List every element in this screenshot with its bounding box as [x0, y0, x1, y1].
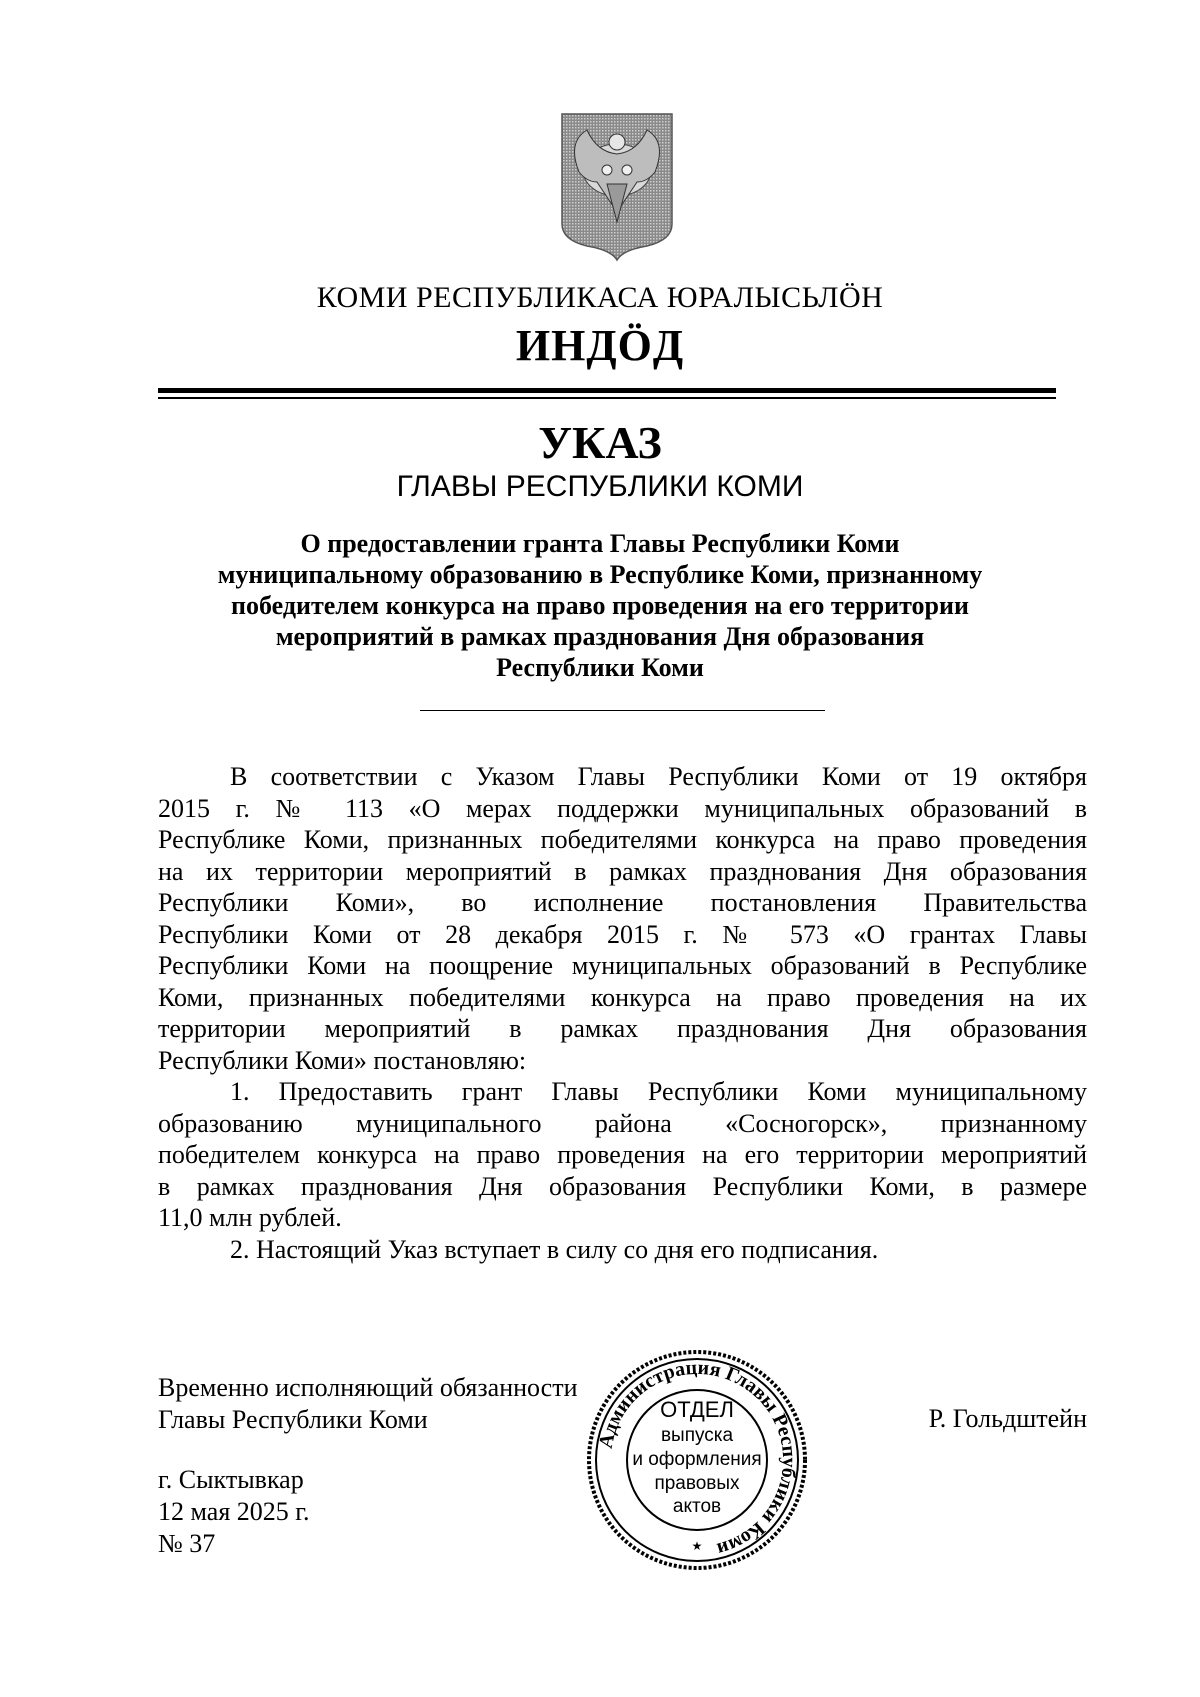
body-line: Коми, признанных победителями конкурса на право проведения на их	[158, 982, 1087, 1012]
decree-title: УКАЗ	[538, 417, 662, 468]
decree-subject	[0, 528, 1200, 683]
body-line: территории мероприятий в рамках празднования Дня образования	[158, 1014, 1087, 1043]
stamp-line: ОТДЕЛ	[660, 1397, 734, 1422]
stamp-ring-text: Администрация Главы Республики Коми	[594, 1356, 801, 1561]
body-line: на их территории мероприятий в рамках празднования Дня образования	[158, 856, 1087, 886]
stamp-line: правовых	[654, 1473, 740, 1494]
body-line: образованию муниципального района «Сосногорск», признанному	[158, 1108, 1087, 1138]
subject-underline	[420, 710, 825, 711]
decree-place-date-number	[158, 1464, 310, 1560]
issuer-komi-decree-word: ИНДӦД	[515, 321, 685, 370]
body-line: Республики Коми от 28 декабря 2015 г. № 573 «О грантах Главы	[158, 919, 1087, 949]
coat-of-arms-icon	[557, 112, 677, 262]
official-stamp	[582, 1345, 812, 1575]
signatory-name: Р. Гольдштейн	[928, 1404, 1087, 1433]
stamp-line: выпуска	[660, 1425, 734, 1446]
decree-number: № 37	[158, 1529, 216, 1558]
decree-city: г. Сыктывкар	[158, 1465, 304, 1494]
body-line: победителем конкурса на право проведения на его территории мероприятий	[158, 1140, 1087, 1169]
header-divider-thick	[158, 388, 1056, 393]
header-divider-thin	[158, 397, 1056, 399]
subject-line: Республики Коми	[496, 653, 704, 682]
stamp-line: и оформления	[632, 1449, 762, 1470]
body-line: в рамках празднования Дня образования Республики Коми, в размере	[158, 1171, 1087, 1201]
body-line: Республике Коми, признанных победителями конкурса на право проведения	[158, 825, 1087, 854]
body-line: 1. Предоставить грант Главы Республики Коми муниципальному	[230, 1077, 1087, 1106]
signatory-position-line: Временно исполняющий обязанности	[158, 1373, 578, 1402]
subject-line: победителем конкурса на право проведения на его территории	[231, 591, 969, 620]
body-line: 2015 г. № 113 «О мерах поддержки муниципальных образований в	[158, 793, 1087, 823]
decree-body	[158, 761, 1087, 1265]
body-line: Республики Коми на поощрение муниципальных образований в Республике	[158, 951, 1087, 980]
body-line: Республики Коми» постановляю:	[158, 1045, 527, 1075]
stamp-line: актов	[672, 1496, 722, 1517]
subject-line: муниципальному образованию в Республике Коми, признанному	[217, 560, 983, 589]
decree-subtitle: ГЛАВЫ РЕСПУБЛИКИ КОМИ	[396, 470, 804, 503]
stamp-star-icon: ★	[691, 1539, 703, 1553]
subject-line: мероприятий в рамках празднования Дня образования	[275, 622, 925, 651]
body-line: 11,0 млн рублей.	[158, 1203, 342, 1232]
decree-date: 12 мая 2025 г.	[158, 1497, 310, 1526]
body-line: Республики Коми», во исполнение постановления Правительства	[158, 888, 1087, 917]
subject-line: О предоставлении гранта Главы Республики Коми	[300, 529, 900, 558]
signatory-position-line: Главы Республики Коми	[158, 1405, 428, 1434]
body-line: В соответствии с Указом Главы Республики Коми от 19 октября	[230, 762, 1087, 791]
signatory-position	[158, 1372, 578, 1436]
body-line: 2. Настоящий Указ вступает в силу со дня его подписания.	[230, 1234, 879, 1264]
issuer-komi-title: КОМИ РЕСПУБЛИКАСА ЮРАЛЫСЬЛӦН	[316, 281, 884, 314]
